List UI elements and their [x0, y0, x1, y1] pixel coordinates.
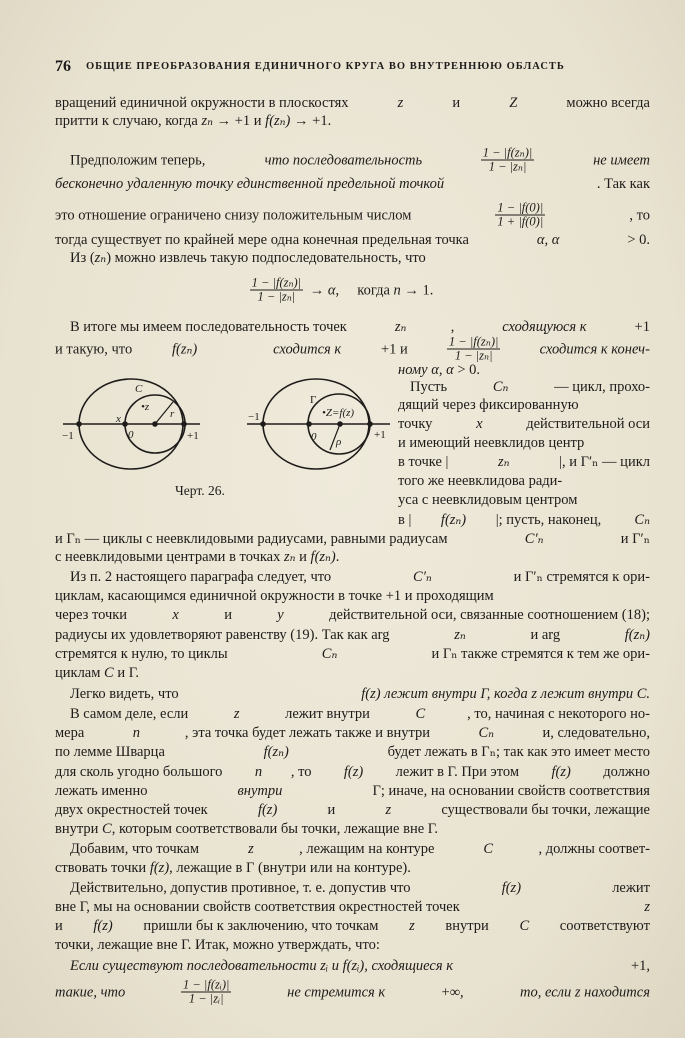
text-run: точки, лежащие вне Γ. Итак, можно утверждать, что:: [55, 937, 380, 953]
italic-run: zₙ: [284, 549, 296, 565]
page-number: 76: [55, 58, 71, 75]
text-run: лежит в Γ. При этом: [392, 764, 523, 780]
text-line: [55, 725, 650, 741]
label-0-left: 0: [128, 429, 134, 441]
italic-run: f(z): [93, 918, 113, 934]
text-line: [55, 549, 339, 565]
italic-run: n: [254, 764, 263, 780]
text-run: Действительно, допустив противное, т. е. допустив что: [70, 880, 415, 896]
text-run: ,: [450, 319, 458, 335]
text-run: +1,: [627, 958, 650, 974]
italic-run: zₙ: [94, 250, 107, 266]
running-header: ОБЩИЕ ПРЕОБРАЗОВАНИЯ ЕДИНИЧНОГО КРУГА ВО ВНУТРЕННЮЮ ОБЛАСТЬ: [86, 61, 565, 72]
text-run: Γ; иначе, на основании свойств соответствия: [368, 783, 650, 799]
text-run: действительной оси: [522, 416, 650, 432]
text-run: точку: [398, 416, 437, 432]
text-run: уса с неевклидовым центром: [398, 492, 578, 508]
italic-run: не имеет: [593, 152, 650, 168]
text-run: и, следовательно,: [538, 725, 650, 741]
italic-run: y: [277, 607, 284, 623]
italic-run: n: [132, 725, 141, 741]
text-run: внутри: [441, 918, 493, 934]
label-r: r: [170, 408, 175, 420]
text-run: +1 и: [377, 341, 408, 357]
text-run: радиусы их удовлетворяют равенству (19). Так как arg: [55, 627, 394, 643]
text-run: вне Γ, мы на основании свойств соответствия окрестностей точек: [55, 899, 464, 915]
text-run: Легко видеть, что: [70, 686, 183, 702]
italic-run: сходящуюся к: [502, 319, 587, 335]
text-run: действительной оси, связанные соотношением (18);: [325, 607, 650, 623]
label-Z: •Z=f(z): [322, 407, 355, 419]
text-run: дящий через фиксированную: [398, 397, 579, 413]
text-run: пришли бы к заключению, что точкам: [139, 918, 383, 934]
text-run: и Γₙ также стремятся к тем же ори-: [427, 646, 650, 662]
numerator: 1 − |f(0)|: [497, 200, 544, 215]
text-line: [55, 531, 650, 547]
label-Gamma: Γ: [310, 394, 317, 406]
text-line: [70, 250, 426, 266]
text-run: и: [323, 802, 339, 818]
text-line: [398, 492, 650, 508]
label-plus-one-left: +1: [187, 430, 199, 442]
italic-run: f(z): [343, 764, 364, 780]
fraction: [447, 336, 501, 363]
denominator: 1 + |f(0)|: [497, 214, 544, 229]
label-0-right: 0: [311, 431, 317, 443]
italic-run: f(zₙ): [624, 627, 650, 643]
italic-run: z: [385, 802, 392, 818]
text-line: [70, 706, 650, 722]
label-minus-one-left: −1: [62, 430, 74, 442]
italic-run: z: [397, 95, 404, 111]
text-line: [55, 113, 331, 129]
text-line: [70, 880, 650, 896]
text-line: [398, 435, 650, 451]
label-z: •z: [141, 401, 150, 413]
numerator: 1 − |f(zᵢ)|: [182, 977, 230, 992]
text-run: и: [220, 607, 236, 623]
italic-run: C′ₙ: [524, 531, 544, 547]
text-run: для сколь угодно большого: [55, 764, 227, 780]
italic-run: f(zₙ): [263, 744, 289, 760]
italic-run: то, если z находится: [520, 984, 650, 1000]
text-run: стремятся к нулю, то циклы: [55, 646, 232, 662]
italic-run: C: [415, 706, 426, 722]
italic-run: бесконечно удаленную точку единственной предельной точкой: [55, 176, 445, 192]
denominator: 1 − |zₙ|: [257, 289, 296, 304]
text-line: [55, 979, 650, 1006]
text-run: Из (: [70, 250, 95, 266]
text-run: > 0.: [453, 362, 480, 378]
text-line: [398, 454, 650, 470]
text-line: [55, 202, 650, 229]
text-line: [410, 379, 650, 395]
italic-run: x: [172, 607, 179, 623]
text-line: [398, 362, 480, 378]
italic-run: z: [233, 706, 240, 722]
text-line: [398, 416, 650, 432]
denominator: 1 − |zₙ|: [488, 159, 527, 174]
denominator: 1 − |zₙ|: [454, 348, 493, 363]
text-run: того же неевклидова ради-: [398, 473, 563, 489]
italic-run: такие, что: [55, 984, 126, 1000]
text-run: , лежащие в Γ (внутри или на контуре).: [169, 860, 411, 876]
text-run: →: [306, 282, 328, 298]
text-line: [55, 802, 650, 818]
text-line: [55, 646, 650, 662]
numerator: 1 − |f(zₙ)|: [448, 334, 499, 349]
text-line: [55, 918, 650, 934]
text-run: , то: [290, 764, 316, 780]
text-line: [70, 319, 650, 335]
italic-run: C: [483, 841, 494, 857]
text-run: |, и Γ′ₙ — цикл: [559, 454, 650, 470]
text-run: с неевклидовыми центрами в точках: [55, 549, 284, 565]
text-line: [55, 607, 650, 623]
figure-26: [40, 370, 390, 485]
text-line: [55, 764, 650, 780]
text-run: циклам, касающимся единичной окружности в точке +1 и проходящим: [55, 588, 494, 604]
text-run: вращений единичной окружности в плоскостях: [55, 95, 353, 111]
italic-run: α: [327, 282, 336, 298]
italic-run: z: [644, 899, 650, 915]
text-line: [55, 783, 650, 799]
italic-run: Cₙ: [321, 646, 338, 662]
text-run: , то: [629, 207, 650, 223]
text-run: , должны соответ-: [538, 841, 650, 857]
italic-run: что последовательность: [264, 152, 423, 168]
text-run: будет лежать в Γₙ; так как это имеет место: [383, 744, 650, 760]
text-run: это отношение ограничено снизу положительным числом: [55, 207, 412, 223]
italic-run: f(zₙ): [265, 113, 291, 129]
text-run: |; пусть, наконец,: [495, 512, 605, 528]
italic-run: α, α: [536, 232, 560, 248]
text-run: , лежащим на контуре: [299, 841, 439, 857]
text-run: по лемме Шварца: [55, 744, 169, 760]
text-run: и имеющий неевклидов центр: [398, 435, 585, 451]
italic-run: C: [102, 821, 112, 837]
italic-run: f(zₙ): [310, 549, 336, 565]
text-run: притти к случаю, когда: [55, 113, 202, 129]
italic-run: ному α, α: [398, 362, 454, 378]
label-C: C: [135, 383, 143, 395]
text-run: можно всегда: [562, 95, 650, 111]
text-run: должно: [599, 764, 650, 780]
text-run: Предположим теперь,: [70, 152, 209, 168]
italic-run: zₙ: [201, 113, 213, 129]
numerator: 1 − |f(zₙ)|: [251, 275, 302, 290]
italic-run: не стремится к: [287, 984, 386, 1000]
text-run: через точки: [55, 607, 131, 623]
italic-run: C′ₙ: [413, 569, 432, 585]
italic-run: f(zₙ): [440, 512, 467, 528]
text-run: → +1.: [290, 113, 332, 129]
text-run: и: [295, 549, 311, 565]
text-run: > 0.: [623, 232, 650, 248]
italic-run: C: [104, 665, 114, 681]
italic-run: f(z) лежит внутри Γ, когда z лежит внутри C.: [361, 686, 650, 702]
italic-run: zₙ: [454, 627, 466, 643]
text-run: и arg: [526, 627, 564, 643]
text-line: [55, 899, 650, 915]
text-run: и Γ′ₙ: [617, 531, 650, 547]
italic-run: сходится к конеч-: [539, 341, 650, 357]
italic-run: f(z): [149, 860, 170, 876]
italic-run: f(z): [551, 764, 571, 780]
text-line: [55, 176, 650, 192]
text-line: [70, 147, 650, 174]
text-line: [55, 627, 650, 643]
text-run: .: [335, 549, 340, 565]
italic-run: сходится к: [273, 341, 342, 357]
text-line: [398, 473, 650, 489]
text-run: мера: [55, 725, 88, 741]
denominator: 1 − |zᵢ|: [188, 991, 224, 1006]
text-run: лежит: [608, 880, 650, 896]
fraction: [250, 277, 304, 304]
italic-run: C: [519, 918, 530, 934]
text-run: В итоге мы имеем последовательность точек: [70, 319, 351, 335]
fraction: [495, 202, 545, 229]
text-line: [70, 958, 650, 974]
italic-run: внутри: [237, 783, 283, 799]
text-run: , эта точка будет лежать также и внутри: [184, 725, 434, 741]
right-diagram: [247, 379, 390, 469]
fraction: [181, 979, 231, 1006]
text-line: [55, 336, 650, 363]
text-run: — цикл, прохо-: [550, 379, 650, 395]
text-run: и Γ′ₙ стремятся к ори-: [510, 569, 650, 585]
left-diagram: [62, 379, 200, 469]
italic-run: Если существуют последовательности zᵢ и f(zᵢ), сходящиеся к: [70, 958, 453, 974]
text-run: , то, начиная с некоторого но-: [467, 706, 650, 722]
text-run: и Γₙ — циклы с неевклидовыми радиусами, равными радиусам: [55, 531, 452, 547]
text-run: в |: [398, 512, 412, 528]
text-run: В самом деле, если: [70, 706, 192, 722]
text-line: [55, 665, 139, 681]
text-run: двух окрестностей точек: [55, 802, 212, 818]
label-x: x: [116, 413, 121, 425]
text-run: и Γ.: [113, 665, 139, 681]
numerator: 1 − |f(zₙ)|: [482, 145, 533, 160]
text-run: соответствуют: [556, 918, 650, 934]
italic-run: f(z): [257, 802, 278, 818]
text-run: в точке |: [398, 454, 449, 470]
italic-run: f(zₙ): [171, 341, 198, 357]
italic-run: z: [409, 918, 415, 934]
fraction: [481, 147, 535, 174]
text-run: Добавим, что точкам: [70, 841, 203, 857]
text-line: [55, 860, 411, 876]
label-minus-one-right: −1: [248, 411, 260, 423]
italic-run: x: [476, 416, 483, 432]
italic-run: Cₙ: [634, 512, 650, 528]
text-run: Пусть: [410, 379, 451, 395]
italic-run: z: [248, 841, 254, 857]
text-run: и: [55, 918, 67, 934]
text-line: [55, 744, 650, 760]
text-run: лежать именно: [55, 783, 152, 799]
italic-run: zₙ: [497, 454, 510, 470]
label-plus-one-right: +1: [374, 429, 386, 441]
text-run: лежит внутри: [281, 706, 374, 722]
text-run: ) можно извлечь такую подпоследовательность, что: [106, 250, 426, 266]
italic-run: zₙ: [394, 319, 407, 335]
text-run: и: [448, 95, 464, 111]
text-run: , когда: [335, 282, 394, 298]
text-run: ствовать точки: [55, 860, 150, 876]
italic-run: Z: [509, 95, 518, 111]
text-run: → 1.: [400, 282, 434, 298]
text-line: [55, 821, 438, 837]
text-run: существовали бы точки, лежащие: [437, 802, 650, 818]
text-run: → +1 и: [212, 113, 266, 129]
text-line: [55, 95, 650, 111]
text-line: [70, 569, 650, 585]
figure-caption: Черт. 26.: [175, 483, 225, 498]
text-run: Из п. 2 настоящего параграфа следует, что: [70, 569, 335, 585]
text-run: . Так как: [596, 176, 650, 192]
text-line: [398, 512, 650, 528]
text-line: [55, 937, 380, 953]
text-run: [233, 341, 237, 357]
text-run: +∞,: [437, 984, 468, 1000]
italic-run: Cₙ: [492, 379, 509, 395]
text-run: +1: [630, 319, 650, 335]
text-run: тогда существует по крайней мере одна конечная предельная точка: [55, 232, 473, 248]
text-line: [398, 397, 650, 413]
italic-run: n: [393, 282, 401, 298]
text-line: [55, 232, 650, 248]
text-line: [70, 686, 650, 702]
label-rho: ρ: [336, 436, 342, 448]
text-run: и такую, что: [55, 341, 136, 357]
text-run: циклам: [55, 665, 105, 681]
text-line: [70, 841, 650, 857]
text-line: [210, 277, 470, 304]
text-run: , которым соответствовали бы точки, лежащие вне Γ.: [111, 821, 439, 837]
text-run: внутри: [55, 821, 103, 837]
italic-run: f(z): [501, 880, 522, 896]
italic-run: Cₙ: [478, 725, 495, 741]
text-line: [55, 588, 650, 604]
